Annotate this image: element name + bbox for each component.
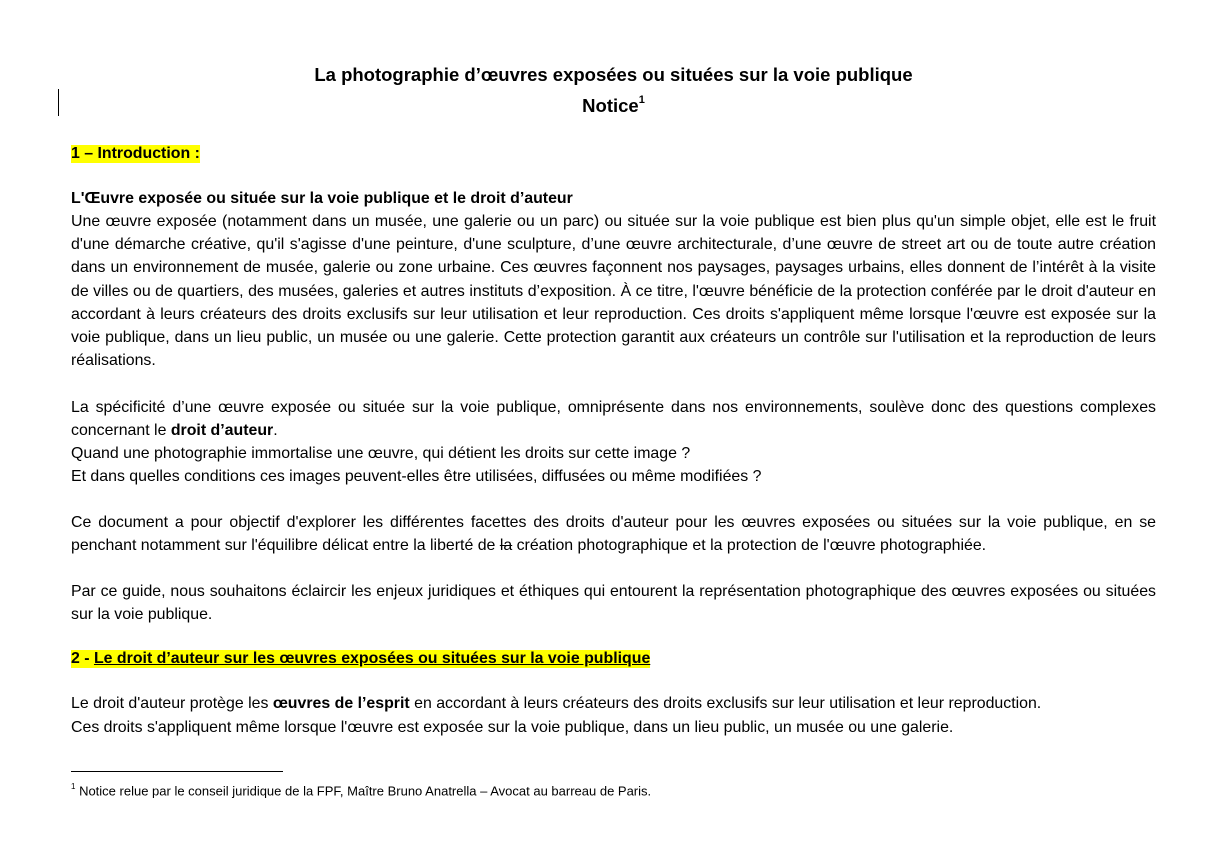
paragraph-4: Par ce guide, nous souhaitons éclaircir les enjeux juridiques et éthiques qui entourent la représentation photographique des œuvres exposées ou situées sur la voie publique. bbox=[71, 583, 1156, 624]
subheading: L'Œuvre exposée ou située sur la voie publique et le droit d’auteur bbox=[71, 190, 573, 207]
paragraph-3-strike: la bbox=[499, 537, 513, 555]
footnote-separator bbox=[71, 771, 283, 772]
paragraph-3-text: Ce document a pour objectif d'explorer les différentes facettes des droits d'auteur pour les œuvres exposées ou situées sur la voie publique, en se penchant notamment sur l'équilibre délicat entre la liberté de bbox=[71, 514, 1156, 555]
subtitle-text: Notice bbox=[582, 95, 639, 117]
footnote bbox=[71, 779, 651, 800]
paragraph-3 bbox=[71, 511, 1156, 557]
paragraph-2-text: La spécificité d’une œuvre exposée ou située sur la voie publique, omniprésente dans nos environnements, soulève donc des questions complexes concernant le bbox=[71, 399, 1156, 440]
footnote-number: 1 bbox=[71, 782, 76, 791]
page-subtitle bbox=[0, 89, 1220, 119]
footnote-text: Notice relue par le conseil juridique de la FPF, Maître Bruno Anatrella – Avocat au barreau de Paris. bbox=[75, 783, 652, 799]
paragraph-5-end: en accordant à leurs créateurs des droits exclusifs sur leur utilisation et leur reproduction. bbox=[409, 695, 1042, 712]
section-2-heading-highlight bbox=[71, 650, 650, 668]
footnote-reference: 1 bbox=[638, 94, 645, 106]
section-1-heading bbox=[71, 142, 1156, 165]
paragraph-2-bold: droit d’auteur bbox=[170, 422, 274, 440]
section-1-heading-text: 1 – Introduction : bbox=[71, 145, 200, 162]
section-2-number: 2 - bbox=[71, 650, 94, 667]
paragraph-3-end: création photographique et la protection de l'œuvre photographiée. bbox=[512, 537, 987, 555]
paragraph-5-text: Le droit d'auteur protège les bbox=[71, 695, 273, 712]
question-1: Quand une photographie immortalise une œuvre, qui détient les droits sur cette image ? bbox=[71, 445, 691, 462]
paragraph-5 bbox=[71, 692, 1156, 715]
paragraph-5-line-2: Ces droits s'appliquent même lorsque l'œuvre est exposée sur la voie publique, dans un lieu public, un musée ou une galerie. bbox=[71, 719, 954, 736]
question-2: Et dans quelles conditions ces images peuvent-elles être utilisées, diffusées ou même modifiées ? bbox=[71, 468, 762, 485]
section-2-title: Le droit d’auteur sur les œuvres exposées ou situées sur la voie publique bbox=[93, 650, 651, 667]
paragraph-2-end: . bbox=[273, 422, 278, 440]
section-2-heading bbox=[71, 647, 1156, 670]
paragraph-1: Une œuvre exposée (notamment dans un musée, une galerie ou un parc) ou située sur la voie publique est bien plus qu'un simple objet, elle est le fruit d'une démarche créative, qu'il s'agisse d'une peinture, d'une sculpture, d’une œuvre architecturale, d’une œuvre de street art ou de toute autre création dans un environnement de musée, galerie ou zone urbaine. Ces œuvres façonnent nos paysages, paysages urbains, elles donnent de l’intérêt à la visite de villes ou de quartiers, des musées, galeries et autres instituts d’exposition. À ce titre, l'œuvre bénéficie de la protection conférée par le droit d'auteur en accordant à leurs créateurs des droits exclusifs sur leur utilisation et leur reproduction. Ces droits s'appliquent même lorsque l'œuvre est exposée sur la voie publique, dans un lieu public, un musée ou une galerie. Cette protection garantit aux créateurs un contrôle sur l'utilisation et la reproduction de leurs réalisations. bbox=[71, 213, 1156, 370]
page-title: La photographie d’œuvres exposées ou situées sur la voie publique bbox=[314, 64, 913, 85]
paragraph-2 bbox=[71, 396, 1156, 442]
paragraph-5-bold: œuvres de l’esprit bbox=[272, 695, 410, 712]
